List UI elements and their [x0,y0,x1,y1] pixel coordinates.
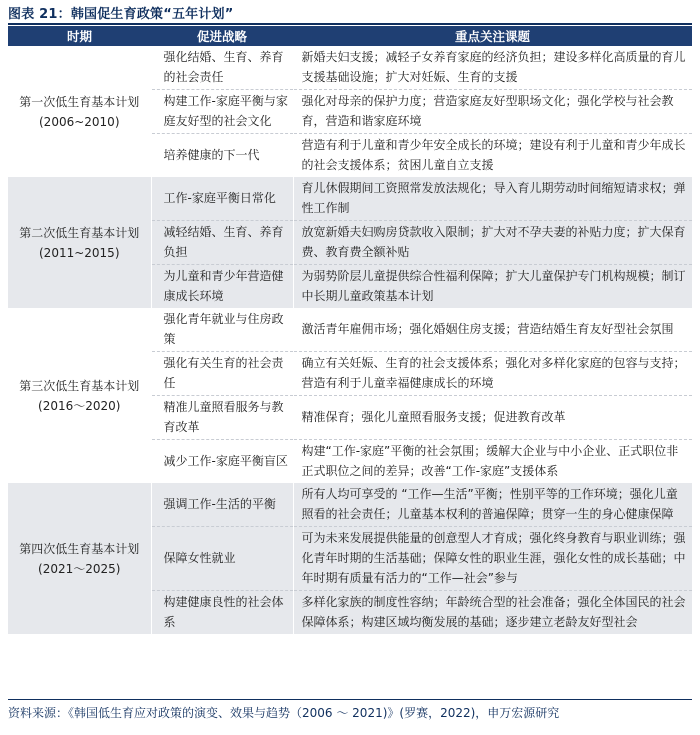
topic-cell: 激活青年雇佣市场；强化婚姻住房支援；营造结婚生育友好型社会氛围 [293,308,692,352]
policy-table [8,26,692,634]
header-row [8,26,692,46]
topic-cell: 构建“工作-家庭”平衡的社会氛围；缓解大企业与中小企业、正式职位非正式职位之间的差异；改善“工作-家庭”支援体系 [293,440,692,484]
strategy-cell: 强调工作-生活的平衡 [151,483,293,527]
title-rule [8,23,692,25]
topic-cell: 确立有关妊娠、生育的社会支援体系；强化对多样化家庭的包容与支持；营造有利于儿童幸福健康成长的环境 [293,352,692,396]
topic-cell: 放宽新婚夫妇购房贷款收入限制；扩大对不孕夫妻的补贴力度；扩大保育费、教育费全额补贴 [293,221,692,265]
topic-cell: 所有人均可享受的 “工作—生活”平衡；性别平等的工作环境；强化儿童照看的社会责任；儿童基本权利的普遍保障；贯穿一生的身心健康保障 [293,483,692,527]
chart-title: 图表 21：韩国促生育政策“五年计划” [8,7,234,22]
strategy-cell: 强化有关生育的社会责任 [151,352,293,396]
topic-cell: 可为未来发展提供能量的创意型人才育成；强化终身教育与职业训练；强化青年时期的生活基础；保障女性的职业生涯，强化女性的成长基础；中年时期有质量有活力的“工作—社会”参与 [293,527,692,591]
topic-cell: 营造有利于儿童和青少年安全成长的环境；建设有利于儿童和青少年成长的社会支援体系；贫困儿童自立支援 [293,134,692,178]
strategy-cell: 为儿童和青少年营造健康成长环境 [151,265,293,309]
table-bottom-rule [8,699,692,700]
strategy-cell: 构建健康良性的社会体系 [151,591,293,635]
strategy-cell: 保障女性就业 [151,527,293,591]
strategy-cell: 精准儿童照看服务与教育改革 [151,396,293,440]
period-cell: 第一次低生育基本计划(2006~2010) [8,46,151,177]
source-note: 资料来源：《韩国低生育应对政策的演变、效果与趋势（2006 ～ 2021)》(罗赛，2022)，申万宏源研究 [8,706,560,720]
period-cell: 第四次低生育基本计划(2021～2025) [8,483,151,634]
strategy-cell: 强化青年就业与住房政策 [151,308,293,352]
header-strategy: 促进战略 [151,26,293,46]
table-row [8,483,692,527]
strategy-cell: 构建工作-家庭平衡与家庭友好型的社会文化 [151,90,293,134]
period-cell: 第三次低生育基本计划(2016～2020) [8,308,151,483]
table-row [8,177,692,221]
strategy-cell: 减少工作-家庭平衡盲区 [151,440,293,484]
table-row [8,308,692,352]
topic-cell: 为弱势阶层儿童提供综合性福利保障；扩大儿童保护专门机构规模；制订中长期儿童政策基本计划 [293,265,692,309]
strategy-cell: 强化结婚、生育、养育的社会责任 [151,46,293,90]
topic-cell: 精准保育；强化儿童照看服务支援；促进教育改革 [293,396,692,440]
topic-cell: 新婚夫妇支援；减轻子女养育家庭的经济负担；建设多样化高质量的育儿支援基础设施；扩大对妊娠、生育的支援 [293,46,692,90]
topic-cell: 强化对母亲的保护力度；营造家庭友好型职场文化；强化学校与社会教育，营造和谐家庭环境 [293,90,692,134]
header-period: 时期 [8,26,151,46]
header-topic: 重点关注课题 [293,26,692,46]
strategy-cell: 工作-家庭平衡日常化 [151,177,293,221]
strategy-cell: 培养健康的下一代 [151,134,293,178]
strategy-cell: 减轻结婚、生育、养育负担 [151,221,293,265]
topic-cell: 育儿休假期间工资照常发放法规化；导入育儿期劳动时间缩短请求权；弹性工作制 [293,177,692,221]
table-row [8,46,692,90]
topic-cell: 多样化家族的制度性容纳；年龄统合型的社会准备；强化全体国民的社会保障体系；构建区域均衡发展的基础；逐步建立老龄友好型社会 [293,591,692,635]
period-cell: 第二次低生育基本计划(2011~2015) [8,177,151,308]
